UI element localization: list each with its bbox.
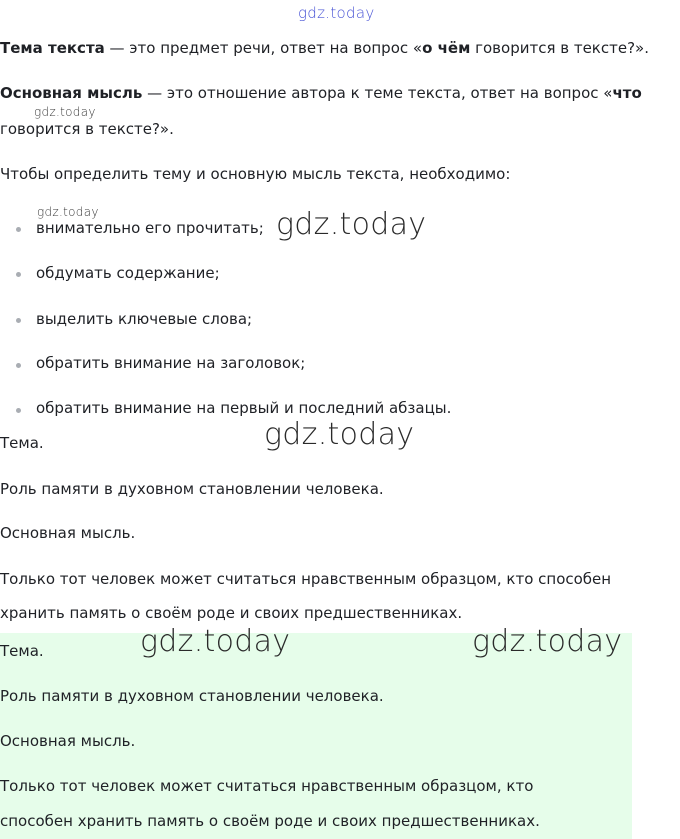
- idea-question-bold: что: [612, 84, 642, 102]
- topic-question-bold: о чём: [422, 39, 471, 57]
- highlighted-topic-text: Роль памяти в духовном становлении человека.: [0, 687, 384, 705]
- answer-idea-label: Основная мысль.: [0, 524, 136, 542]
- watermark-big-3: gdz.today: [140, 624, 291, 659]
- highlighted-idea-line2: способен хранить память о своём роде и своих предшественниках.: [0, 812, 540, 830]
- list-item: обратить внимание на первый и последний абзацы.: [36, 399, 452, 417]
- watermark-top: gdz.today: [298, 4, 375, 22]
- bullet-icon: [16, 318, 21, 323]
- bullet-icon: [16, 363, 21, 368]
- watermark-small-1: gdz.today: [34, 105, 96, 119]
- watermark-big-1: gdz.today: [276, 207, 427, 242]
- list-item: выделить ключевые слова;: [36, 310, 253, 328]
- bullet-icon: [16, 408, 21, 413]
- watermark-small-2: gdz.today: [37, 205, 99, 219]
- highlighted-idea-label: Основная мысль.: [0, 732, 136, 750]
- list-item: обдумать содержание;: [36, 264, 220, 282]
- idea-definition-line1: [0, 83, 642, 103]
- list-item: внимательно его прочитать;: [36, 219, 264, 237]
- idea-term: Основная мысль: [0, 84, 143, 102]
- highlighted-topic-label: Тема.: [0, 642, 44, 660]
- bullet-icon: [16, 272, 21, 277]
- watermark-big-4: gdz.today: [472, 624, 623, 659]
- answer-idea-line1: Только тот человек может считаться нравственным образцом, кто способен: [0, 570, 612, 588]
- answer-idea-line2: хранить память о своём роде и своих предшественниках.: [0, 604, 463, 622]
- idea-definition-line2: говорится в тексте?».: [0, 120, 174, 138]
- answer-topic-label: Тема.: [0, 434, 44, 452]
- bullet-icon: [16, 227, 21, 232]
- topic-definition-mid: — это предмет речи, ответ на вопрос «: [104, 39, 423, 57]
- list-item: обратить внимание на заголовок;: [36, 354, 306, 372]
- idea-definition-mid: — это отношение автора к теме текста, ответ на вопрос «: [142, 84, 613, 102]
- instruction-text: Чтобы определить тему и основную мысль текста, необходимо:: [0, 165, 511, 183]
- topic-term: Тема текста: [0, 39, 105, 57]
- topic-definition: [0, 38, 649, 58]
- answer-topic-text: Роль памяти в духовном становлении человека.: [0, 480, 384, 498]
- watermark-big-2: gdz.today: [264, 417, 415, 452]
- highlighted-idea-line1: Только тот человек может считаться нравственным образцом, кто: [0, 777, 534, 795]
- topic-definition-end: говорится в тексте?».: [470, 39, 649, 57]
